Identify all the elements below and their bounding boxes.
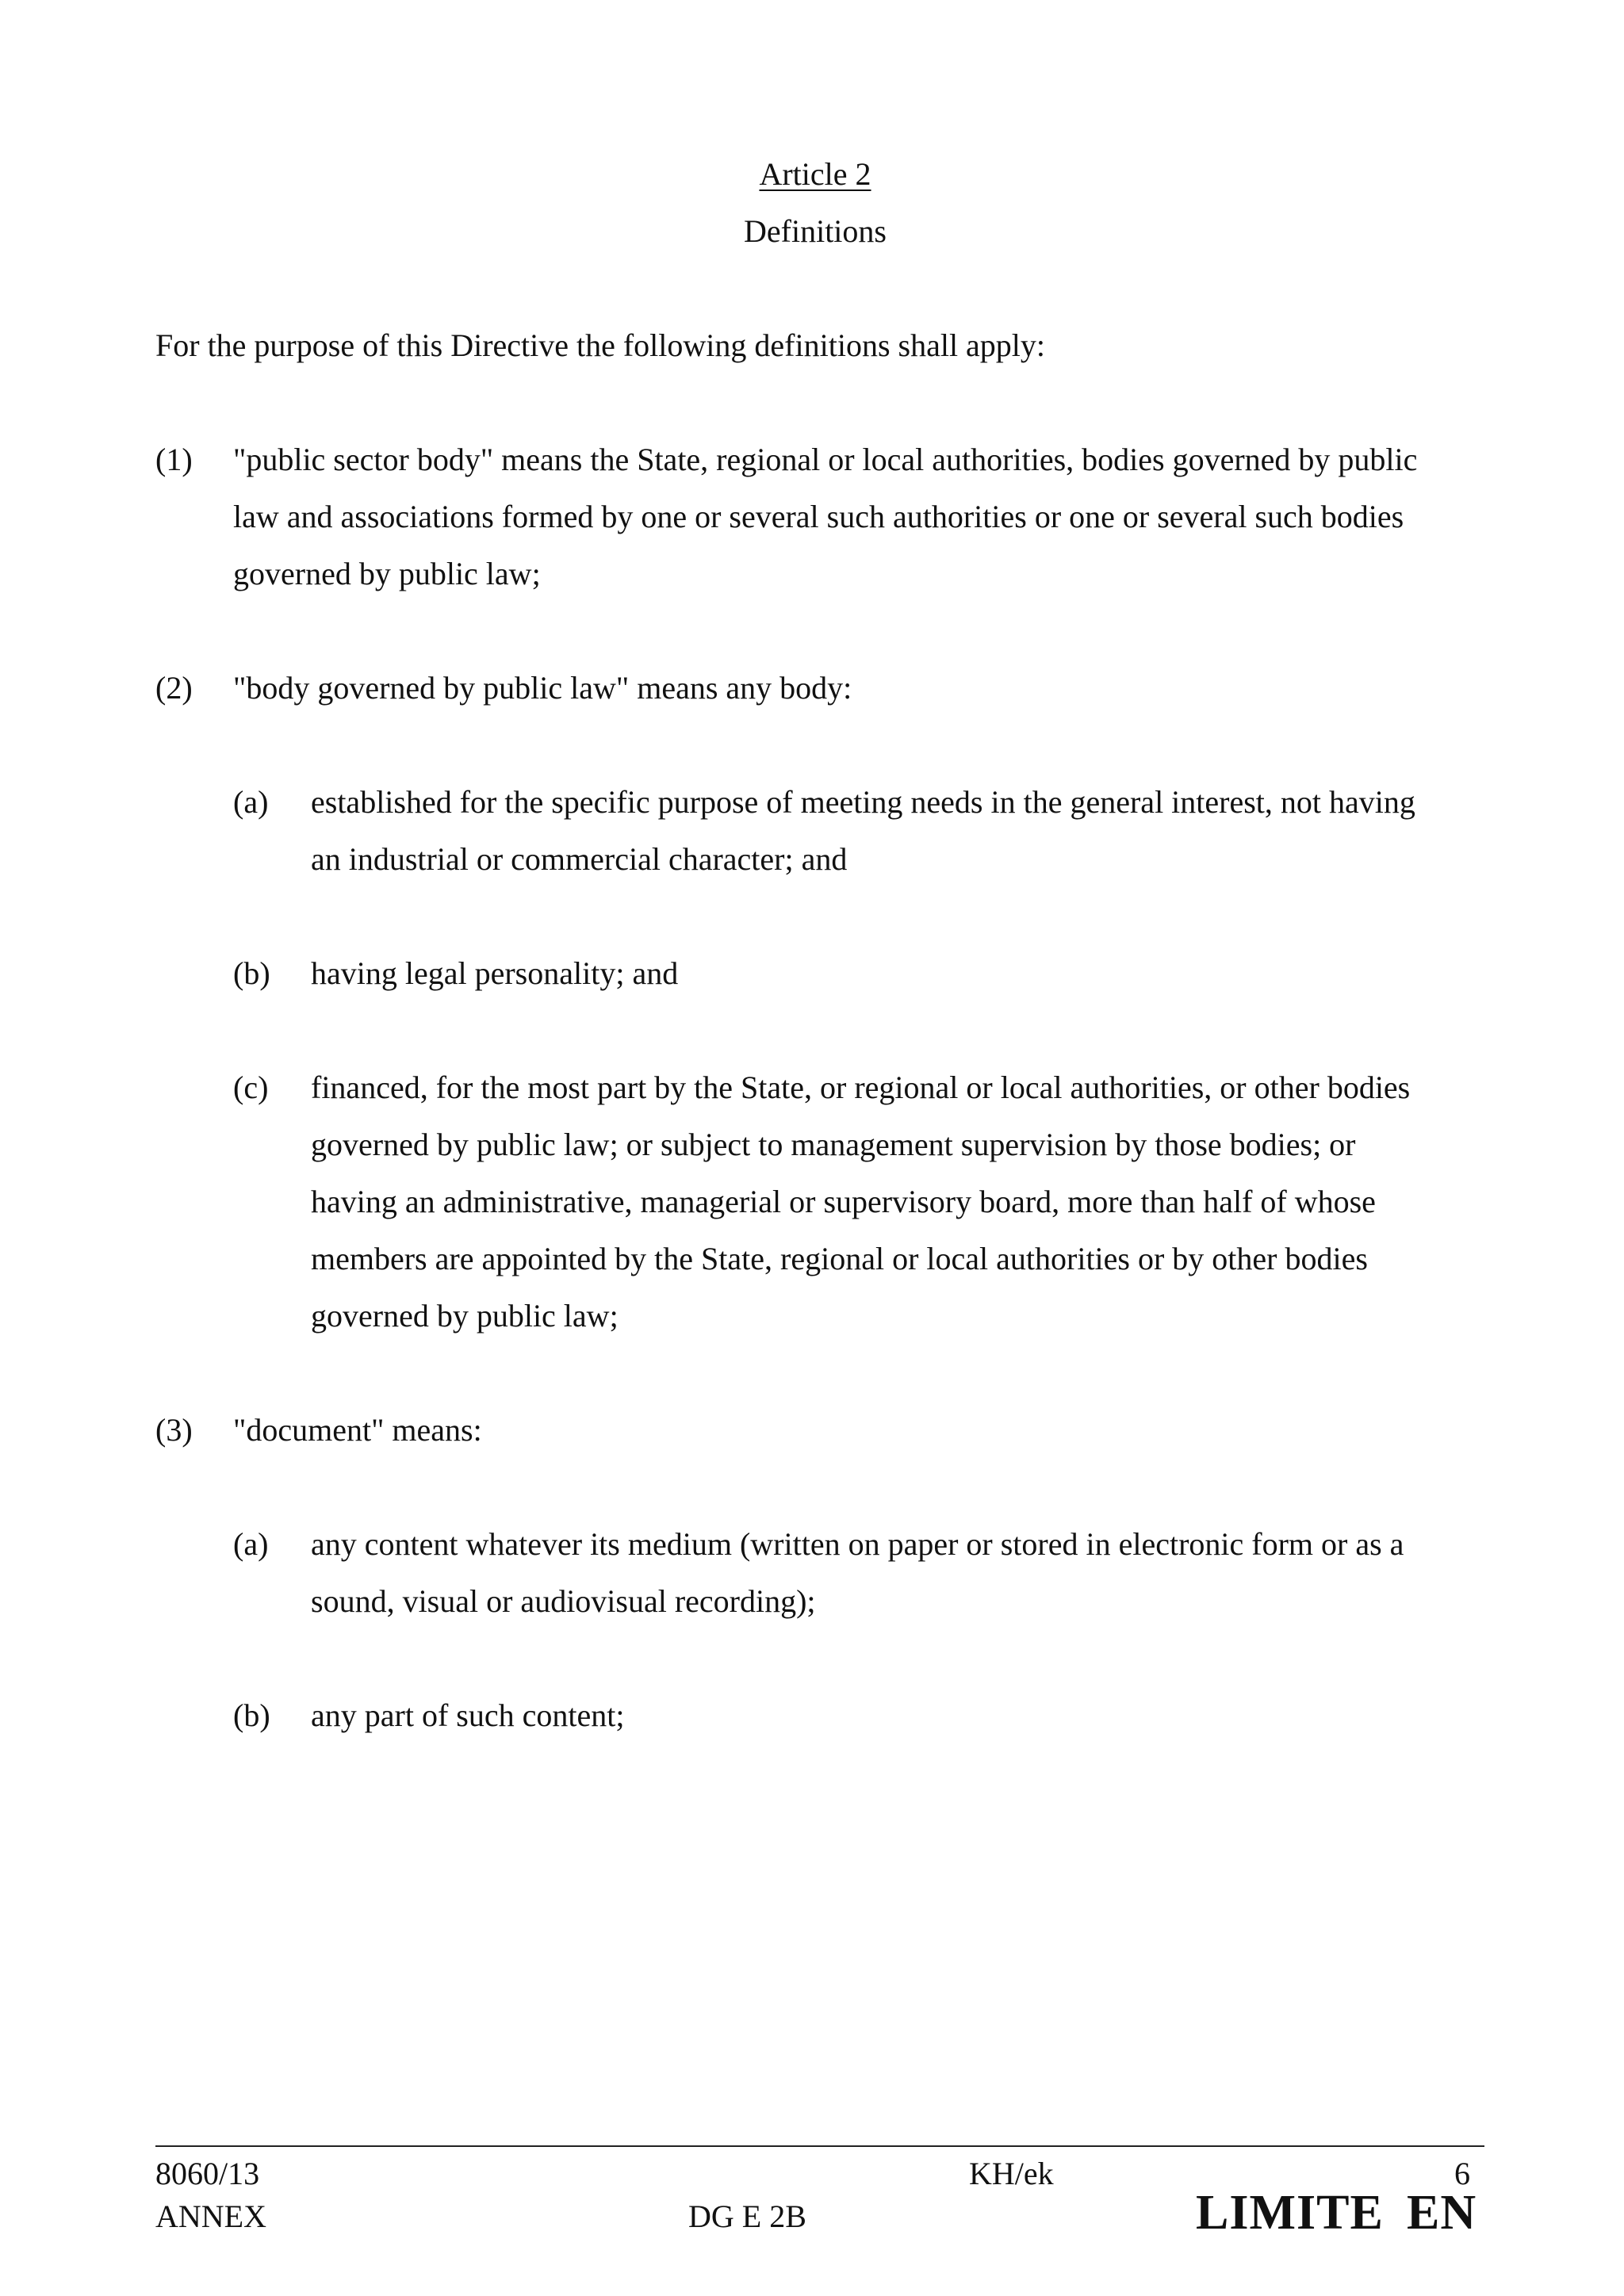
definition-line: "document" means: (233, 1412, 482, 1448)
article-subheading: Definitions (744, 213, 887, 249)
sub-item-letter: (c) (233, 1070, 269, 1105)
sub-item-line: an industrial or commercial character; and (311, 841, 848, 877)
definition-number: (2) (155, 670, 193, 706)
sub-item-line: any part of such content; (311, 1697, 625, 1733)
intro-paragraph: For the purpose of this Directive the following definitions shall apply: (155, 327, 1046, 363)
definition-line: "body governed by public law" means any body: (233, 670, 852, 706)
footer-annex: ANNEX (155, 2198, 266, 2234)
definition-line: law and associations formed by one or several such authorities or one or several such bodies (233, 499, 1404, 534)
sub-item-line: governed by public law; or subject to management supervision by those bodies; or (311, 1127, 1356, 1162)
footer-dg: DG E 2B (688, 2198, 806, 2234)
sub-item-line: having legal personality; and (311, 955, 679, 991)
definition-number: (3) (155, 1412, 193, 1448)
sub-item-line: any content whatever its medium (written on paper or stored in electronic form or as a (311, 1526, 1404, 1562)
article-heading: Article 2 (759, 156, 871, 192)
sub-item-line: governed by public law; (311, 1298, 619, 1334)
footer-page-number: 6 (1454, 2156, 1470, 2191)
sub-item-line: established for the specific purpose of meeting needs in the general interest, not having (311, 784, 1415, 820)
definition-line: "public sector body" means the State, regional or local authorities, bodies governed by public (233, 442, 1418, 477)
definition-line: governed by public law; (233, 556, 541, 591)
sub-item-line: having an administrative, managerial or supervisory board, more than half of whose (311, 1184, 1376, 1219)
sub-item-line: members are appointed by the State, regional or local authorities or by other bodies (311, 1241, 1368, 1276)
sub-item-line: financed, for the most part by the State, or regional or local authorities, or other bodies (311, 1070, 1411, 1105)
footer-initials: KH/ek (969, 2156, 1054, 2191)
sub-item-letter: (a) (233, 1526, 269, 1562)
footer-rule (155, 2145, 1484, 2147)
footer-classification: LIMITE (1196, 2186, 1384, 2240)
footer-language: EN (1407, 2186, 1477, 2240)
sub-item-line: sound, visual or audiovisual recording); (311, 1583, 816, 1619)
footer-doc-number: 8060/13 (155, 2156, 260, 2191)
sub-item-letter: (b) (233, 955, 270, 991)
sub-item-letter: (a) (233, 784, 269, 820)
sub-item-letter: (b) (233, 1697, 270, 1733)
definition-number: (1) (155, 442, 193, 477)
